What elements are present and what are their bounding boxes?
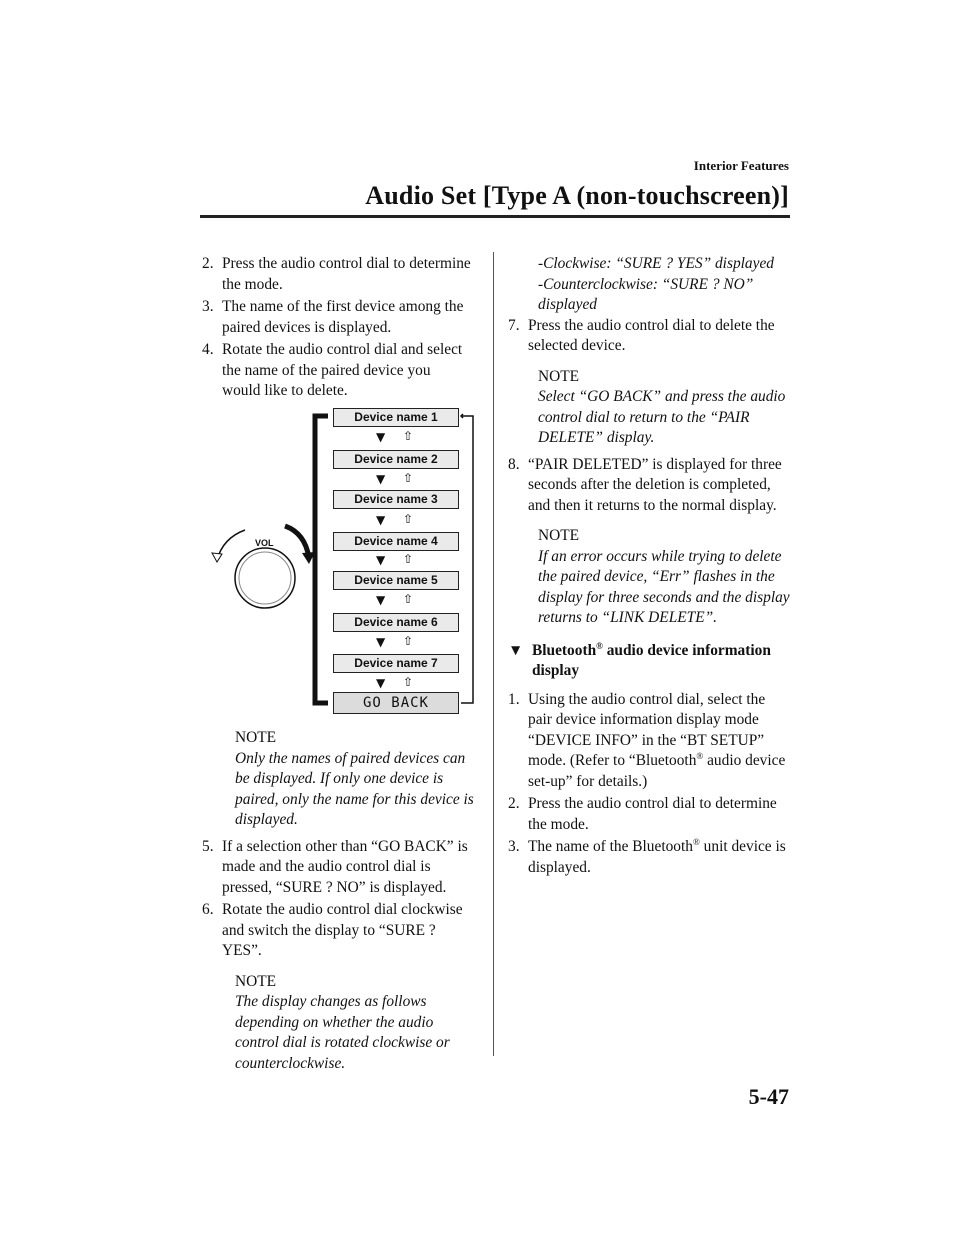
item-text: Press the audio control dial to determine the mode. [222,255,471,293]
item-number: 2. [202,255,214,272]
left-column-lower [202,728,478,1080]
list-item [202,900,478,962]
down-arrow-icon: ▼ [376,593,386,607]
up-arrow-icon: ⇧ [403,429,414,443]
up-arrow-icon: ⇧ [403,634,414,648]
list-item [202,340,472,402]
device-name-box: Device name 7 [333,654,459,673]
item-text: Rotate the audio control dial clockwise and switch the display to “SURE ? YES”. [222,901,463,959]
note-heading: NOTE [235,972,277,990]
go-back-box: GO BACK [333,692,459,714]
item-text: “PAIR DELETED” is displayed for three seconds after the deletion is completed, and then it returns to the normal display. [528,455,782,514]
left-column [202,254,472,404]
up-arrow-icon: ⇧ [403,512,414,526]
list-item [202,837,478,899]
header-rule [200,215,790,218]
item-text: If a selection other than “GO BACK” is made and the audio control dial is pressed, “SURE ? NO” is displayed. [222,837,468,896]
device-name-box: Device name 3 [333,490,459,509]
right-column [508,254,790,880]
section-title-a: Bluetooth [532,641,597,659]
down-arrow-icon: ▼ [376,676,386,690]
vol-label: VOL [255,538,274,548]
note-body: Only the names of paired devices can be displayed. If only one device is paired, only the name for this device is displayed. [235,749,474,828]
down-arrow-icon: ▼ [376,553,386,567]
item-number: 3. [508,838,520,855]
left-bracket [315,416,328,703]
item-text: The name of the first device among the paired devices is displayed. [222,298,464,336]
section-heading [508,641,790,682]
down-arrow-icon: ▼ [376,430,386,444]
item-number: 1. [508,690,520,708]
device-name-box: Device name 1 [333,408,459,427]
device-list-diagram [205,398,495,723]
device-name-box: Device name 2 [333,450,459,469]
list-item [508,794,790,835]
registered-mark: ® [692,836,700,847]
item-number: 8. [508,455,520,473]
item-text-a: Using the audio control dial, select the pair device information display mode “DEVICE INFO” in the “BT SETUP” mode. (Refer to “Bluetooth [528,690,766,769]
item-number: 7. [508,316,520,334]
item-text: Press the audio control dial to determine the mode. [528,795,777,833]
item-text: Press the audio control dial to delete the selected device. [528,316,775,354]
down-arrow-icon: ▼ [376,513,386,527]
page-number: 5-47 [748,1084,789,1109]
device-name-box: Device name 5 [333,571,459,590]
item-number: 3. [202,298,214,315]
note-heading: NOTE [235,729,277,746]
list-item [202,254,472,295]
device-name-box: Device name 4 [333,532,459,551]
dial-graphic [205,398,495,723]
section-title-b: audio device information display [532,641,771,679]
item-text-b: unit device is displayed. [528,838,786,876]
list-item [508,690,790,793]
note-body: If an error occurs while trying to delete the paired device, “Err” flashes in the display for three seconds and the display returns to “LINK DELETE”. [538,547,790,626]
list-item [202,297,472,338]
item-number: 4. [202,341,214,358]
note-heading: NOTE [538,527,580,544]
page-title: Audio Set [Type A (non-touchscreen)] [365,181,789,210]
section-triangle-icon: ▼ [508,641,524,659]
note-block [538,367,790,449]
up-arrow-icon: ⇧ [403,592,414,606]
audio-control-dial [235,548,295,608]
note-block [235,728,478,831]
list-item [508,837,790,878]
section-title [532,641,790,682]
up-arrow-icon: ⇧ [403,552,414,566]
item-text [528,690,790,793]
item-text-b: audio device set-up” for details.) [528,752,786,790]
item-text: Rotate the audio control dial and select the name of the paired device you would like to delete. [222,341,463,399]
sub-line: -Counterclockwise: “SURE ? NO” displayed [538,275,754,313]
sub-line: -Clockwise: “SURE ? YES” displayed [538,255,774,272]
note-body: The display changes as follows depending on whether the audio control dial is rotated clockwise or counterclockwise. [235,993,450,1072]
header-section: Interior Features [693,158,789,173]
item-text-a: The name of the Bluetooth [528,838,693,855]
down-arrow-icon: ▼ [376,635,386,649]
note-body: Select “GO BACK” and press the audio control dial to return to the “PAIR DELETE” display. [538,388,786,446]
down-arrow-icon: ▼ [376,472,386,486]
device-name-box: Device name 6 [333,613,459,632]
registered-mark: ® [696,750,704,761]
item-number: 2. [508,795,520,812]
registered-mark: ® [596,640,603,651]
note-block [538,526,790,629]
note-heading: NOTE [538,367,580,385]
note-block [235,972,478,1075]
item-text [528,837,790,878]
item-number: 5. [202,837,214,855]
up-arrow-icon: ⇧ [403,675,414,689]
list-item [508,455,790,517]
list-item [508,316,790,357]
item-number: 6. [202,901,214,918]
right-bracket [461,416,473,703]
up-arrow-icon: ⇧ [403,471,414,485]
